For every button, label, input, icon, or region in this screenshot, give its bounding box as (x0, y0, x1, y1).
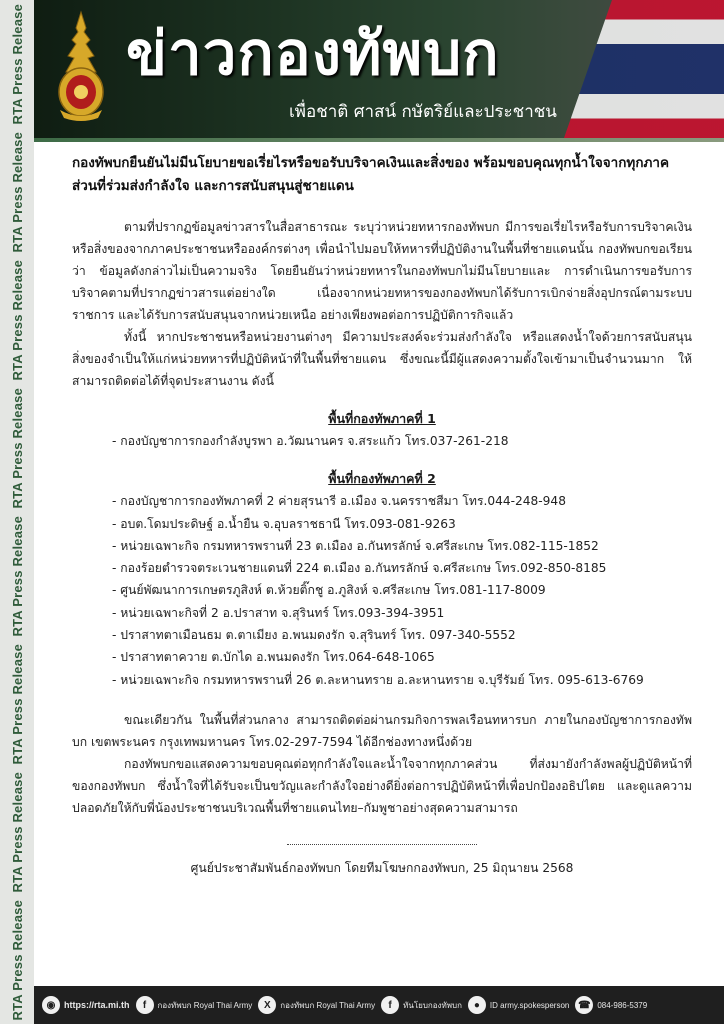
phone-icon: ☎ (575, 996, 593, 1014)
list-item: - หน่วยเฉพาะกิจ กรมทหารพรานที่ 26 ต.ละหานทราย อ.ละหานทราย จ.บุรีรัมย์ โทร. 095-613-6769 (112, 672, 644, 687)
footer-website-text: https://rta.mi.th (64, 1000, 130, 1010)
footer-line[interactable] (468, 996, 569, 1014)
paragraph-1: ตามที่ปรากฏข้อมูลข่าวสารในสื่อสาธารณะ ระบุว่าหน่วยทหารกองทัพบก มีการขอเรี่ยไรหรือรับการบริจาคเงิน หรือสิ่งของจากภาคประชาชนหรือองค์กรต่างๆ เพื่อนำไปมอบให้ทหารที่ปฏิบัติงานในพื้นที่ชายแดนนั้น กองทัพบกขอเรียนว่า ข้อมูลดังกล่าวไม่เป็นความจริง โดยยืนยันว่าหน่วยทหารในกองทัพบกไม่มีนโยบายและ การดำเนินการขอรับการบริจาคตามที่ปรากฏข่าวสารแต่อย่างใด เนื่องจากหน่วยทหารของกองทัพบกได้รับการเบิกจ่ายสิ่งอุปกรณ์ตามระบบราชการ และได้รับการสนับสนุนจากหน่วยเหนือ อย่างเพียงพอต่อการปฏิบัติการกิจแล้ว (72, 220, 692, 322)
list-item: - กองบัญชาการกองทัพภาคที่ 2 ค่ายสุรนารี อ.เมือง จ.นครราชสีมา โทร.044-248-948 (112, 494, 566, 509)
paragraph-3: ขณะเดียวกัน ในพื้นที่ส่วนกลาง สามารถติดต่อผ่านกรมกิจการพลเรือนทหารบก ภายในกองบัญชาการกองทัพบก เขตพระนคร กรุงเทพมหานคร โทร.02-297-7594 ได้อีกช่องทางหนึ่งด้วย (72, 712, 692, 749)
footer-facebook-2[interactable] (381, 996, 462, 1014)
globe-icon: ◉ (42, 996, 60, 1014)
footer-facebook-1-text: กองทัพบก Royal Thai Army (157, 1000, 253, 1010)
footer-x-text: กองทัพบก Royal Thai Army (280, 1000, 376, 1010)
list-item: - หน่วยเฉพาะกิจที่ 2 อ.ปราสาท จ.สุรินทร์ โทร.093-394-3951 (112, 605, 445, 620)
article-headline: กองทัพบกยืนยันไม่มีนโยบายขอเรี่ยไรหรือขอรับบริจาคเงินและสิ่งของ พร้อมขอบคุณทุกน้ำใจจากทุกภาคส่วนที่ร่วมส่งกำลังใจ และการสนับสนุนสู่ชายแดน (72, 155, 670, 194)
paragraph-4: กองทัพบกขอแสดงความขอบคุณต่อทุกกำลังใจและน้ำใจจากทุกภาคส่วน ที่ส่งมายังกำลังพลผู้ปฏิบัติหน้าที่ของกองทัพบก ซึ่งน้ำใจที่ได้รับจะเป็นขวัญและกำลังใจอย่างดียิ่งต่อการปฏิบัติหน้าที่เพื่อปกป้องอธิปไตย และดูแลความปลอดภัยให้กับพี่น้องประชาชนบริเวณพื้นที่ชายแดนไทย–กัมพูชาอย่างสุดความสามารถ (72, 756, 692, 815)
signature-line: ศูนย์ประชาสัมพันธ์กองทัพบก โดยทีมโฆษกกองทัพบก, 25 มิถุนายน 2568 (190, 860, 574, 875)
header-banner (34, 0, 724, 138)
footer-facebook-1[interactable] (136, 996, 253, 1014)
section-2-list (112, 490, 692, 691)
section-1-list (112, 430, 692, 452)
footer-phone[interactable] (575, 996, 647, 1014)
line-icon: ● (468, 996, 486, 1014)
header-divider (34, 138, 724, 142)
side-strip-label: RTA Press Release (9, 387, 25, 509)
side-strip-label: RTA Press Release (9, 131, 25, 253)
footer-website[interactable] (42, 996, 130, 1014)
footer-phone-text: 084-986-5379 (597, 1000, 648, 1010)
side-strip-label: RTA Press Release (9, 899, 25, 1021)
facebook-icon: f (136, 996, 154, 1014)
footer-line-text: ID army.spokesperson (489, 1000, 570, 1010)
list-item: - ปราสาทตาควาย ต.บักได อ.พนมดงรัก โทร.064-648-1065 (112, 650, 435, 665)
side-strip-label: RTA Press Release (9, 515, 25, 637)
x-icon: X (258, 996, 276, 1014)
list-item: - ปราสาทตาเมือนธม ต.ตาเมียง อ.พนมดงรัก จ.สุรินทร์ โทร. 097-340-5552 (112, 628, 516, 643)
list-item: - อบต.โดมประดิษฐ์ อ.น้ำยืน จ.อุบลราชธานี โทร.093-081-9263 (112, 516, 456, 531)
footer-facebook-2-text: ทันโยบกองทัพบก (403, 1000, 462, 1010)
list-item: - กองบัญชาการกองกำลังบูรพา อ.วัฒนานคร จ.สระแก้ว โทร.037-261-218 (112, 434, 509, 448)
army-emblem-logo (46, 10, 116, 122)
footer-x[interactable] (258, 996, 375, 1014)
signature-divider (287, 839, 477, 845)
side-strip-label: RTA Press Release (9, 771, 25, 893)
facebook-icon: f (381, 996, 399, 1014)
paragraph-2: ทั้งนี้ หากประชาชนหรือหน่วยงานต่างๆ มีความประสงค์จะร่วมส่งกำลังใจ หรือแสดงน้ำใจด้วยการสนับสนุนสิ่งของจำเป็นให้แก่หน่วยทหารที่ปฏิบัติหน้าที่ในพื้นที่ชายแดน ซึ่งขณะนี้มีผู้แสดงความตั้งใจเข้ามาเป็นจำนวนมาก ให้สามารถติดต่อได้ที่จุดประสานงาน ดังนี้ (72, 330, 692, 388)
header-title: ข่าวกองทัพบก (126, 19, 500, 89)
side-strip-labels (5, 0, 29, 1024)
side-strip-label: RTA Press Release (9, 643, 25, 765)
side-strip (0, 0, 34, 1024)
list-item: - หน่วยเฉพาะกิจ กรมทหารพรานที่ 23 ต.เมือง อ.กันทรลักษ์ จ.ศรีสะเกษ โทร.082-115-1852 (112, 538, 599, 553)
side-strip-label: RTA Press Release (9, 3, 25, 125)
list-item: - กองร้อยตำรวจตระเวนชายแดนที่ 224 ต.เมือง อ.กันทรลักษ์ จ.ศรีสะเกษ โทร.092-850-8185 (112, 561, 607, 576)
header-motto: เพื่อชาติ ศาสน์ กษัตริย์และประชาชน (289, 102, 557, 122)
thai-flag-graphic (564, 0, 724, 138)
list-item: - ศูนย์พัฒนาการเกษตรภูสิงห์ ต.ห้วยติ๊กชู อ.ภูสิงห์ จ.ศรีสะเกษ โทร.081-117-8009 (112, 583, 546, 598)
side-strip-label: RTA Press Release (9, 259, 25, 381)
section-2-title: พื้นที่กองทัพภาคที่ 2 (328, 471, 436, 487)
article-body (72, 152, 692, 878)
footer-bar (34, 986, 724, 1024)
section-1-title: พื้นที่กองทัพภาคที่ 1 (328, 411, 436, 426)
